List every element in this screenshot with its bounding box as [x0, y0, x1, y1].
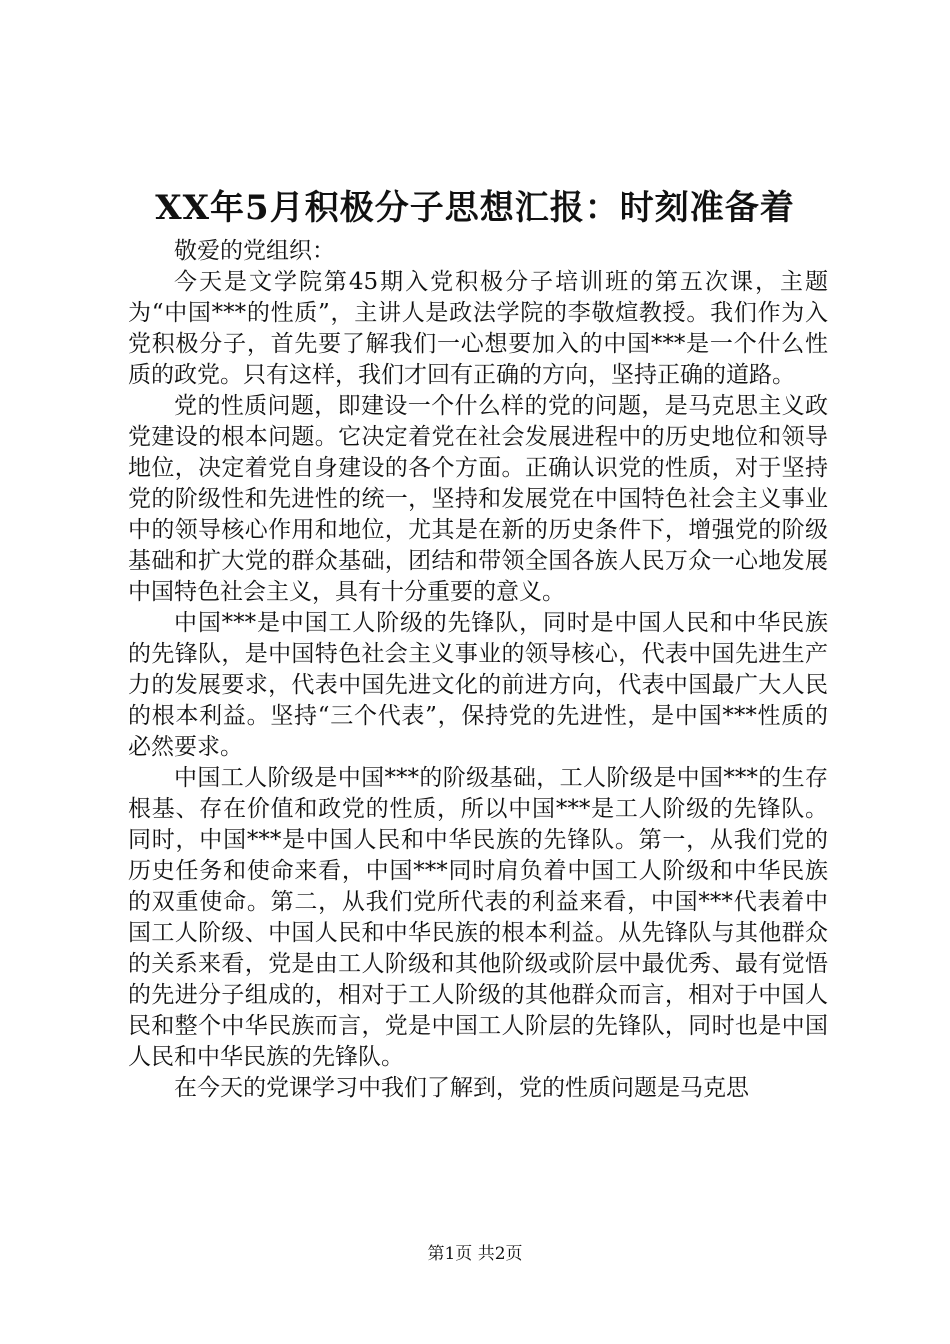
document-body: [128, 236, 828, 1104]
paragraph-1: 今天是文学院第45期入党积极分子培训班的第五次课，主题为“中国***的性质”，主讲人是政法学院的李敬煊教授。我们作为入党积极分子，首先要了解我们一心想要加入的中国***是一个什么性质的政党。只有这样，我们才回有正确的方向，坚持正确的道路。: [128, 269, 828, 388]
page-number-footer: 第1页 共2页: [427, 1244, 523, 1264]
paragraph-5: 在今天的党课学习中我们了解到，党的性质问题是马克思: [174, 1075, 749, 1101]
document-title: XX年5月积极分子思想汇报：时刻准备着: [155, 188, 795, 228]
paragraph-3: 中国***是中国工人阶级的先锋队，同时是中国人民和中华民族的先锋队，是中国特色社会主义事业的领导核心，代表中国先进生产力的发展要求，代表中国先进文化的前进方向，代表中国最广大人民的根本利益。坚持“三个代表”，保持党的先进性，是中国***性质的必然要求。: [128, 610, 828, 760]
salutation: 敬爱的党组织：: [174, 238, 335, 264]
paragraph-2: 党的性质问题，即建设一个什么样的党的问题，是马克思主义政党建设的根本问题。它决定着党在社会发展进程中的历史地位和领导地位，决定着党自身建设的各个方面。正确认识党的性质，对于坚持党的阶级性和先进性的统一，坚持和发展党在中国特色社会主义事业中的领导核心作用和地位，尤其是在新的历史条件下，增强党的阶级基础和扩大党的群众基础，团结和带领全国各族人民万众一心地发展中国特色社会主义，具有十分重要的意义。: [128, 393, 828, 605]
paragraph-4: 中国工人阶级是中国***的阶级基础，工人阶级是中国***的生存根基、存在价值和政党的性质，所以中国***是工人阶级的先锋队。同时，中国***是中国人民和中华民族的先锋队。第一，从我们党的历史任务和使命来看，中国***同时肩负着中国工人阶级和中华民族的双重使命。第二，从我们党所代表的利益来看，中国***代表着中国工人阶级、中国人民和中华民族的根本利益。从先锋队与其他群众的关系来看，党是由工人阶级和其他阶级或阶层中最优秀、最有觉悟的先进分子组成的，相对于工人阶级的其他群众而言，相对于中国人民和整个中华民族而言，党是中国工人阶层的先锋队，同时也是中国人民和中华民族的先锋队。: [128, 765, 828, 1070]
